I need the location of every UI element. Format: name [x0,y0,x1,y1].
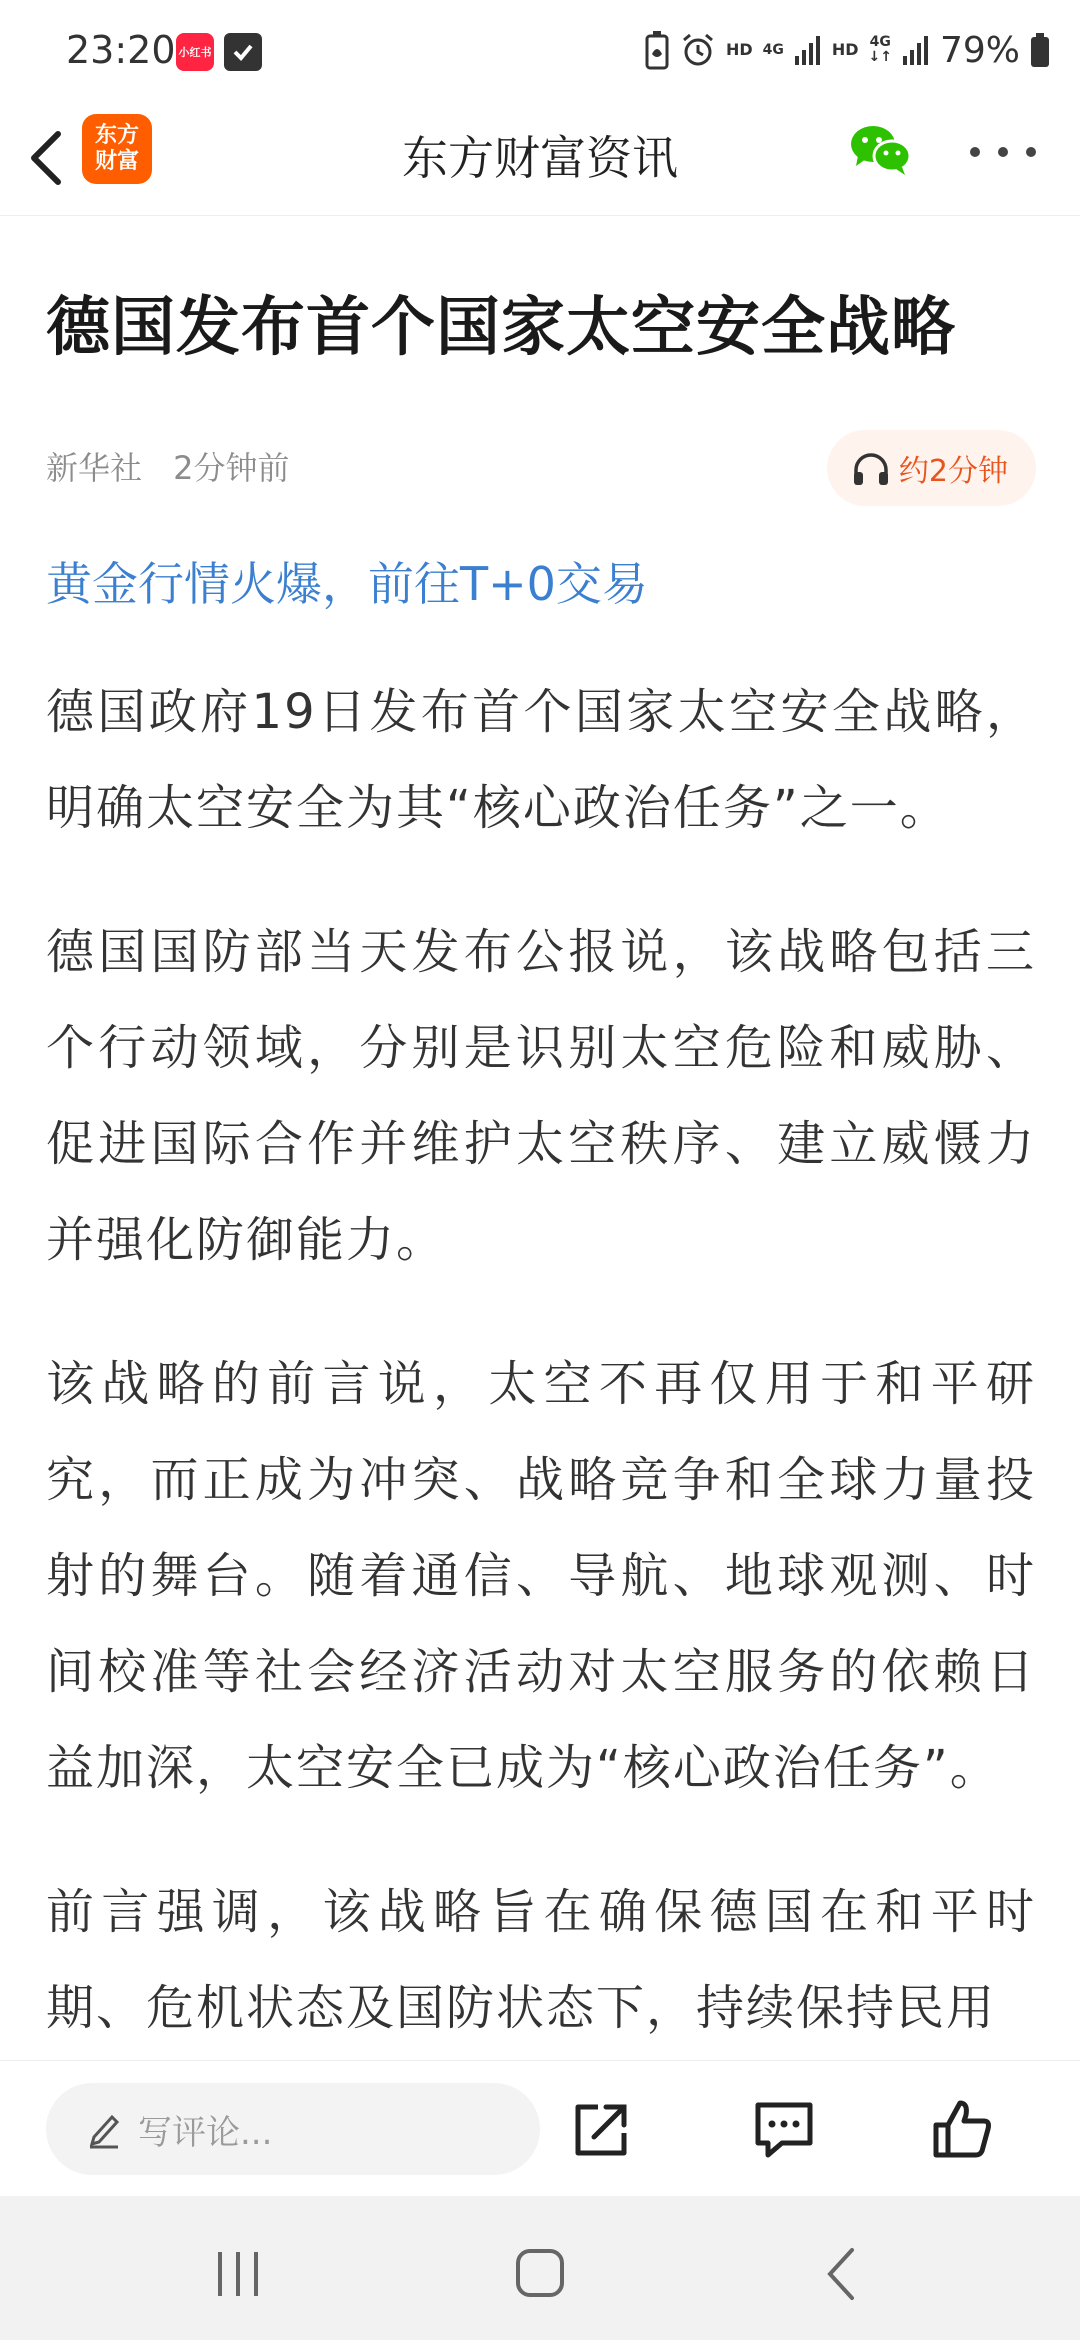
article-paragraph: 德国国防部当天发布公报说，该战略包括三个行动领域，分别是识别太空危险和威胁、促进国际合作并维护太空秩序、建立威慑力并强化防御能力。 [46,924,1036,1268]
battery-saver-icon [644,30,670,70]
gold-trading-link[interactable]: 黄金行情火爆，前往T+0交易 [46,557,648,611]
pencil-icon [86,2109,122,2149]
eastmoney-logo[interactable]: 东方财富 [82,114,152,184]
signal-icon-2 [902,34,930,66]
article [46,216,1036,2104]
article-paragraph: 该战略的前言说，太空不再仅用于和平研究，而正成为冲突、战略竞争和全球力量投射的舞台。随着通信、导航、地球观测、时间校准等社会经济活动对太空服务的依赖日益加深，太空安全已成为“核心政治任务”。 [46,1356,1036,1796]
comment-placeholder: 写评论... [138,2112,273,2153]
checkbox-notification-icon [224,33,262,71]
battery-percent: 79% [939,29,1020,71]
comment-icon [752,2097,816,2161]
article-paragraph: 德国政府19日发布首个国家太空安全战略，明确太空安全为其“核心政治任务”之一。 [46,684,1036,836]
alarm-icon [680,32,716,68]
data-arrows-icon: ↓↑ [868,49,892,65]
status-bar [0,0,1080,100]
article-paragraph: 前言强调，该战略旨在确保德国在和平时期、危机状态及国防状态下，持续保持民用 [46,1884,1036,2036]
page-title: 东方财富资讯 [402,131,678,185]
bottom-action-bar [0,2060,1080,2196]
headphones-icon [851,450,891,486]
hd-indicator-1: HD [725,40,753,59]
nav-back-icon [812,2246,872,2302]
wechat-icon [848,120,912,180]
back-icon [20,126,80,190]
share-icon [570,2097,634,2161]
share-button[interactable] [570,2097,634,2161]
system-navigation-bar [0,2196,1080,2340]
recents-icon [208,2246,268,2302]
article-source: 新华社 [46,449,143,487]
home-button[interactable] [510,2246,570,2302]
wechat-share-button[interactable] [848,120,912,180]
listen-duration: 约2分钟 [898,454,1008,489]
home-icon [510,2246,570,2302]
signal-icon-1 [794,34,822,66]
status-icons [644,28,1050,72]
more-icon-dot [970,147,980,157]
article-title: 德国发布首个国家太空安全战略 [46,291,956,365]
back-button[interactable] [20,126,80,190]
hd-indicator-2: HD [831,40,859,59]
more-icon-dot [998,147,1008,157]
status-time: 23:20 [66,28,176,72]
network-4g-label-1: 4G [762,41,784,58]
battery-icon [1030,32,1050,68]
xiaohongshu-app-icon: 小红书 [176,33,214,71]
article-meta [46,430,1036,506]
article-time: 2分钟前 [173,449,290,487]
listen-audio-button[interactable] [827,430,1036,506]
like-icon [930,2097,994,2161]
nav-back-button[interactable] [812,2246,872,2302]
like-button[interactable] [930,2097,994,2161]
recents-button[interactable] [208,2246,268,2302]
more-icon-dot [1026,147,1036,157]
network-4g-label-2: 4G [869,34,891,50]
header [0,100,1080,216]
network-4g-2 [869,35,892,65]
network-4g-1 [763,43,784,58]
more-options-button[interactable] [970,132,1036,172]
comment-input[interactable] [46,2083,540,2175]
comments-button[interactable] [752,2097,816,2161]
